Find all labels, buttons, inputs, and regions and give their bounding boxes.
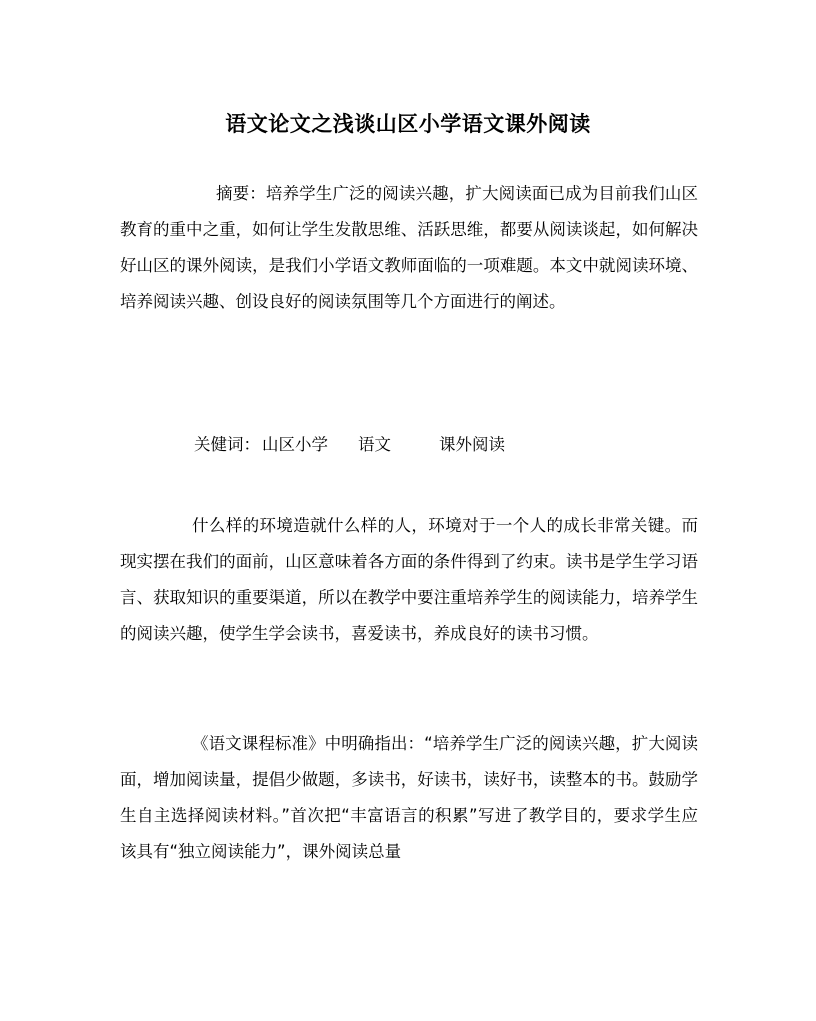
keyword-item: 山区小学 xyxy=(262,435,328,454)
abstract-paragraph: 摘要：培养学生广泛的阅读兴趣，扩大阅读面已成为目前我们山区教育的重中之重，如何让学生发散思维、活跃思维，都要从阅读谈起，如何解决好山区的课外阅读，是我们小学语文教师面临的一项难题。本文中就阅读环境、培养阅读兴趣、创设良好的阅读氛围等几个方面进行的阐述。 xyxy=(120,184,698,311)
body-paragraph: 什么样的环境造就什么样的人，环境对于一个人的成长非常关键。而现实摆在我们的面前，山区意味着各方面的条件得到了约束。读书是学生学习语言、获取知识的重要渠道，所以在教学中要注重培养学生的阅读能力，培养学生的阅读兴趣，使学生学会读书，喜爱读书，养成良好的读书习惯。 xyxy=(120,516,698,643)
keywords-line xyxy=(194,427,505,463)
keyword-item: 课外阅读 xyxy=(439,435,505,454)
keywords-label: 关健词： xyxy=(194,435,260,454)
keyword-item: 语文 xyxy=(358,435,391,454)
body-paragraph: 《语文课程标准》中明确指出：“培养学生广泛的阅读兴趣，扩大阅读面，增加阅读量，提倡少做题，多读书，好读书，读好书，读整本的书。鼓励学生自主选择阅读材料。”首次把“丰富语言的积累”写进了教学目的，要求学生应该具有“独立阅读能力”，课外阅读总量 xyxy=(120,734,698,861)
document-title: 语文论文之浅谈山区小学语文课外阅读 xyxy=(225,111,591,136)
